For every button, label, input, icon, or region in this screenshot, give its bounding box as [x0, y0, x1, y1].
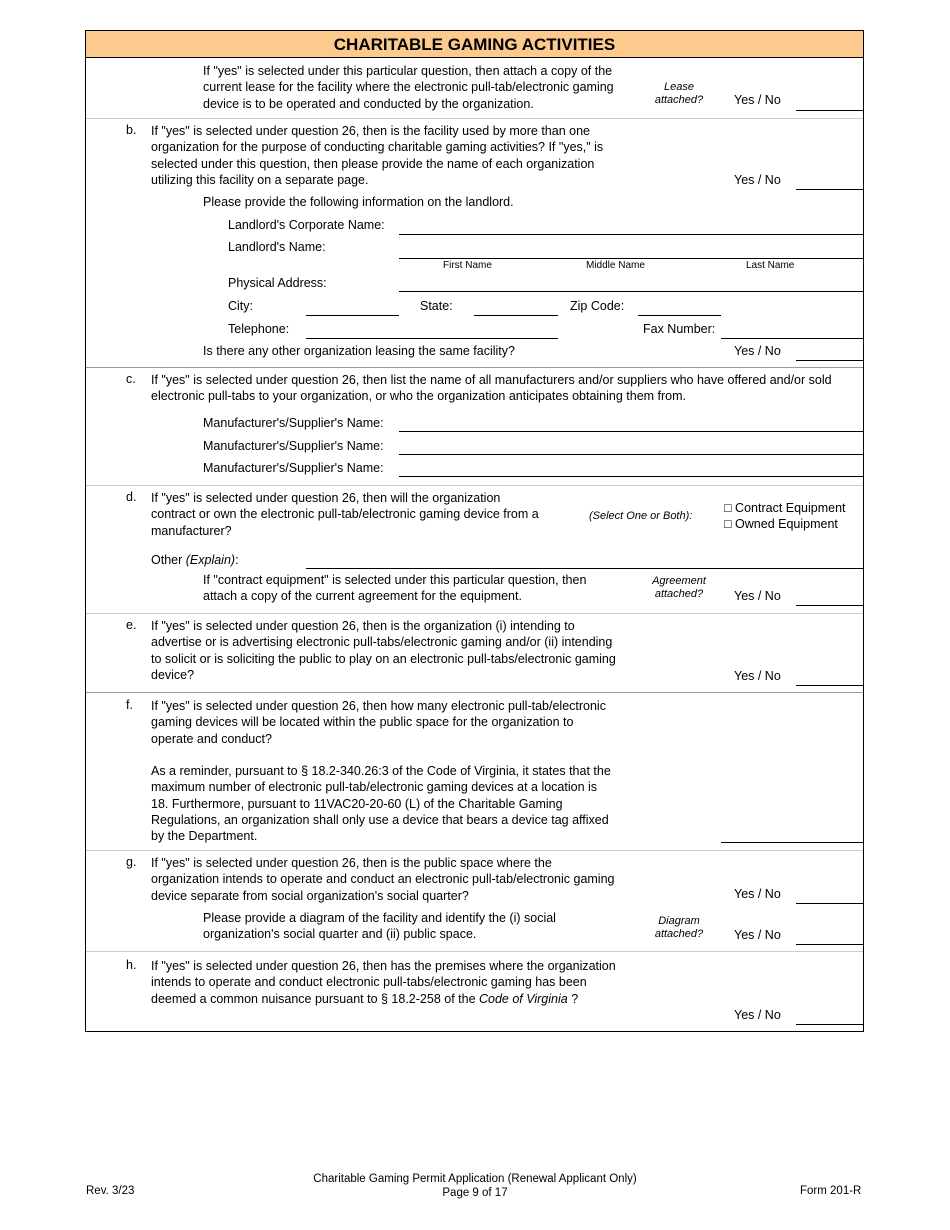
- g-sub-text: Please provide a diagram of the facility and identify the (i) social organization's social quarter and (ii) public space.: [203, 911, 556, 942]
- landlord-intro: Please provide the following information on the landlord.: [203, 195, 514, 209]
- manufacturer-label: Manufacturer's/Supplier's Name:: [203, 439, 384, 453]
- landlord-corp-name-label: Landlord's Corporate Name:: [228, 218, 385, 232]
- separator: [86, 692, 863, 693]
- section-title: CHARITABLE GAMING ACTIVITIES: [86, 31, 863, 58]
- other-explain-field[interactable]: [306, 568, 864, 569]
- g-answer-line[interactable]: [796, 903, 864, 904]
- e-answer-line[interactable]: [796, 685, 864, 686]
- item-letter: c.: [126, 372, 136, 386]
- physical-address-label: Physical Address:: [228, 276, 327, 290]
- item-letter: d.: [126, 490, 137, 504]
- g-question-text: If "yes" is selected under question 26, then is the public space where the organization intends to operate and conduct an electronic pull-tab/electronic gaming device separate from social organization's social quarter?: [151, 856, 615, 903]
- separator: [86, 485, 863, 486]
- item-letter: e.: [126, 618, 137, 632]
- telephone-label: Telephone:: [228, 322, 290, 336]
- d-question-text: If "yes" is selected under question 26, then will the organization contract or own the electronic pull-tab/electronic gaming device from a manufacturer?: [151, 491, 539, 538]
- revision-label: Rev. 3/23: [86, 1185, 135, 1197]
- manufacturer-field-1[interactable]: [399, 431, 864, 432]
- form-number: Form 201-R: [800, 1185, 862, 1197]
- state-label: State:: [420, 299, 453, 313]
- page-number: Page 9 of 17: [442, 1187, 508, 1199]
- yes-no-label: Yes / No: [734, 669, 781, 683]
- landlord-corp-name-field[interactable]: [399, 234, 864, 235]
- first-name-caption: First Name: [443, 260, 492, 271]
- manufacturer-label: Manufacturer's/Supplier's Name:: [203, 416, 384, 430]
- c-question-text: If "yes" is selected under question 26, then list the name of all manufacturers and/or suppliers who have offered and/or sold electronic pull-tabs to your organization, or who the organization anticipates obtaining them from.: [151, 373, 832, 404]
- b-question-text: If "yes" is selected under question 26, then is the facility used by more than one organization for the purpose of conducting charitable gaming activities? If "yes," is selected under this question, then please provide the name of each organization utilizing this facility on a separate page.: [151, 124, 604, 187]
- footer-title: Charitable Gaming Permit Application (Renewal Applicant Only): [313, 1173, 637, 1185]
- e-question-text: If "yes" is selected under question 26, then is the organization (i) intending to advertise or is advertising electronic pull-tabs/electronic gaming and/or (ii) intending to solicit or is soliciting the public to play on an electronic pull-tabs/electronic gaming device?: [151, 619, 616, 682]
- yes-no-label: Yes / No: [734, 93, 781, 107]
- checkbox-contract-equipment[interactable]: □ Contract Equipment: [724, 501, 846, 515]
- fax-label: Fax Number:: [643, 322, 716, 336]
- f-question-text: If "yes" is selected under question 26, then how many electronic pull-tab/electronic gaming devices will be located within the public space for the organization to operate and conduct?: [151, 699, 606, 746]
- middle-name-caption: Middle Name: [586, 260, 645, 271]
- yes-no-label: Yes / No: [734, 887, 781, 901]
- lease-attached-note: Lease attached?: [654, 81, 704, 106]
- zip-field[interactable]: [638, 315, 721, 316]
- last-name-caption: Last Name: [746, 260, 795, 271]
- other-org-answer-line[interactable]: [796, 360, 864, 361]
- state-field[interactable]: [474, 315, 558, 316]
- yes-no-label: Yes / No: [734, 173, 781, 187]
- checkbox-icon: □: [724, 517, 732, 531]
- city-label: City:: [228, 299, 253, 313]
- d-sub-text: If "contract equipment" is selected under this particular question, then attach a copy of the current agreement for the equipment.: [203, 573, 587, 604]
- manufacturer-field-3[interactable]: [399, 476, 864, 477]
- yes-no-label: Yes / No: [734, 344, 781, 358]
- lease-answer-line[interactable]: [796, 110, 864, 111]
- city-field[interactable]: [306, 315, 399, 316]
- landlord-name-label: Landlord's Name:: [228, 240, 326, 254]
- checkbox-icon: □: [724, 501, 732, 515]
- landlord-name-field[interactable]: [399, 258, 864, 259]
- manufacturer-field-2[interactable]: [399, 454, 864, 455]
- telephone-field[interactable]: [306, 338, 558, 339]
- other-explain-label: Other (Explain):: [151, 553, 239, 567]
- yes-no-label: Yes / No: [734, 589, 781, 603]
- other-org-question: Is there any other organization leasing the same facility?: [203, 344, 515, 358]
- select-note: (Select One or Both):: [589, 510, 693, 522]
- form-frame: [85, 30, 864, 1032]
- item-letter: g.: [126, 855, 137, 869]
- separator: [86, 850, 863, 851]
- fax-field[interactable]: [721, 338, 864, 339]
- a-cont-text: If "yes" is selected under this particular question, then attach a copy of the current lease for the facility where the electronic pull-tab/electronic gaming device is to be operated and conducted by the organization.: [203, 64, 614, 111]
- b-answer-line[interactable]: [796, 189, 864, 190]
- checkbox-owned-equipment[interactable]: □ Owned Equipment: [724, 517, 838, 531]
- physical-address-field[interactable]: [399, 291, 864, 292]
- separator: [86, 613, 863, 614]
- h-question-text: If "yes" is selected under question 26, then has the premises where the organization intends to operate and conduct electronic pull-tabs/electronic gaming has been deemed a common nuisance pursuant to § 18.2-258 of the Code of Virginia ?: [151, 959, 616, 1006]
- item-letter: f.: [126, 698, 133, 712]
- device-count-field[interactable]: [721, 842, 864, 843]
- zip-label: Zip Code:: [570, 299, 625, 313]
- separator: [86, 118, 863, 119]
- yes-no-label: Yes / No: [734, 928, 781, 942]
- h-answer-line[interactable]: [796, 1024, 864, 1025]
- f-reminder-text: As a reminder, pursuant to § 18.2-340.26:3 of the Code of Virginia, it states that the maximum number of electronic pull-tab/electronic gaming devices at a location is 18. Furthermore, pursuant to 11VAC20-20-60 (L) of the Charitable Gaming Regulations, an organization shall only use a device that bears a device tag affixed by the Department.: [151, 764, 611, 844]
- item-letter: b.: [126, 123, 137, 137]
- diagram-attached-note: Diagram attached?: [654, 915, 704, 940]
- manufacturer-label: Manufacturer's/Supplier's Name:: [203, 461, 384, 475]
- separator: [86, 951, 863, 952]
- diagram-answer-line[interactable]: [796, 944, 864, 945]
- yes-no-label: Yes / No: [734, 1008, 781, 1022]
- agreement-attached-note: Agreement attached?: [652, 575, 706, 600]
- agreement-answer-line[interactable]: [796, 605, 864, 606]
- separator: [86, 367, 863, 368]
- item-letter: h.: [126, 958, 137, 972]
